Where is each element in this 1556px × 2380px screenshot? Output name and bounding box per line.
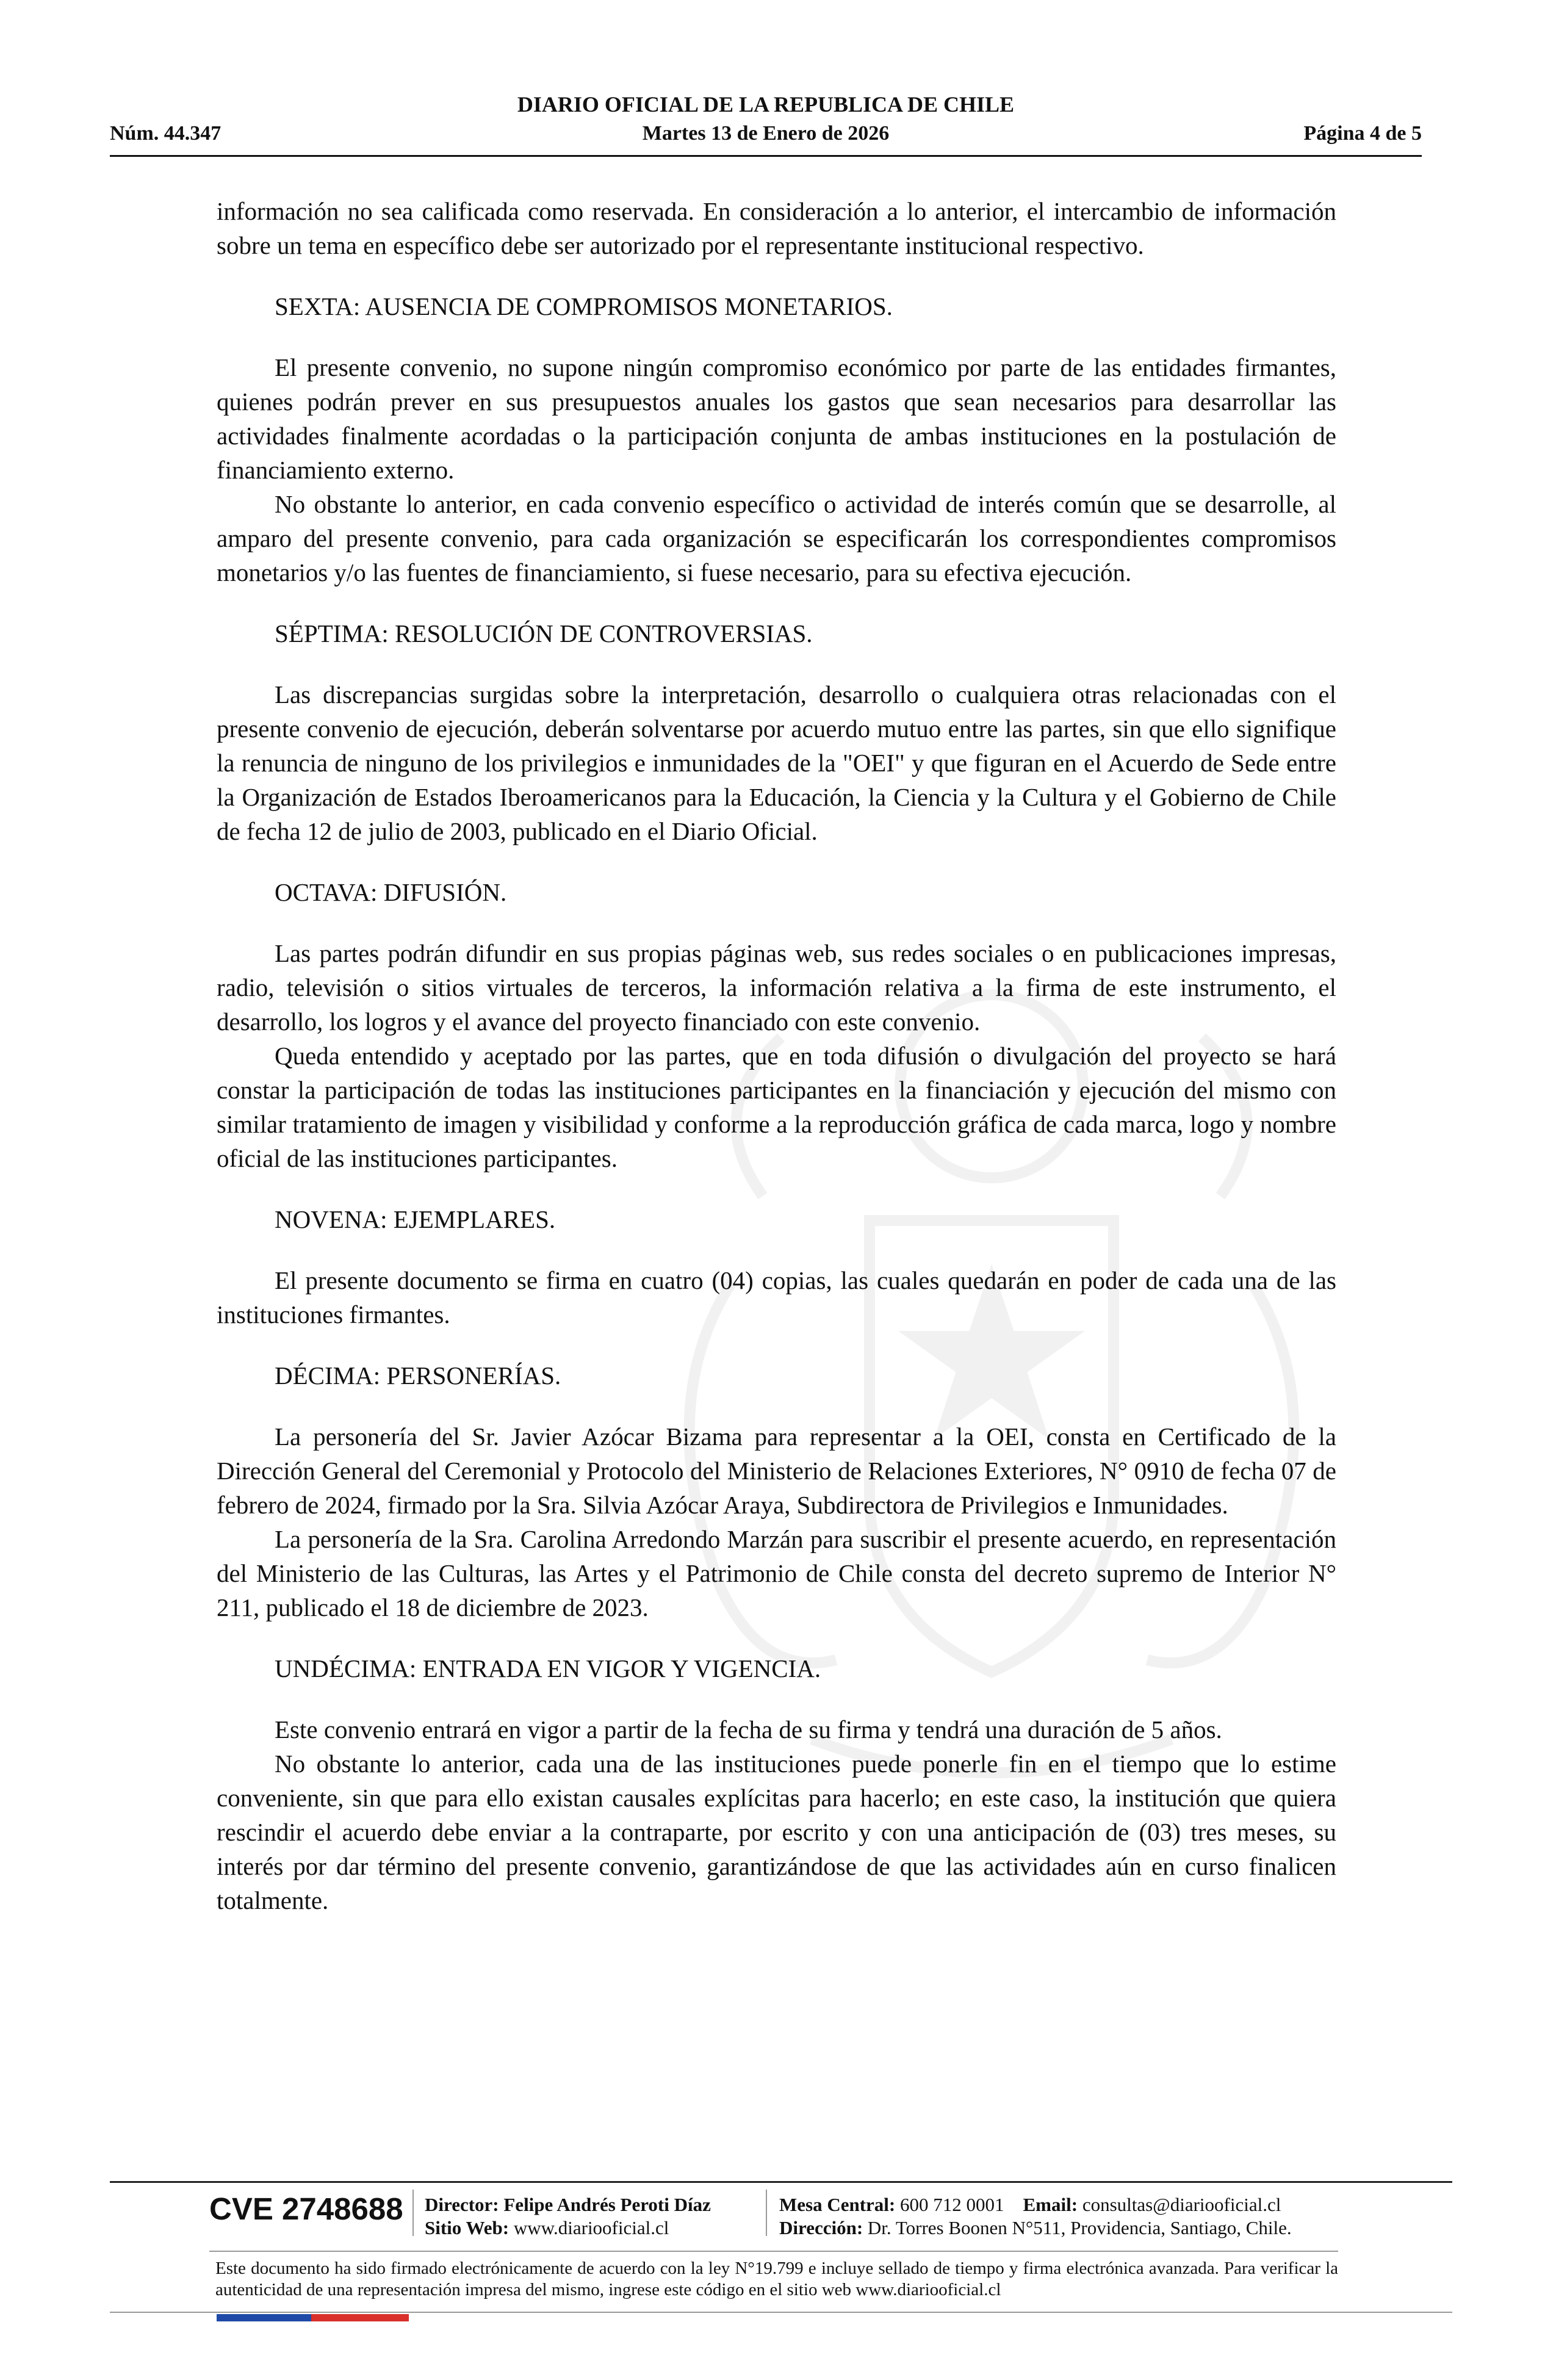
address-value: Dr. Torres Boonen N°511, Providencia, Santiago, Chile. [867,2217,1292,2238]
footer-separator [412,2190,414,2236]
header-divider [110,155,1422,157]
clause-heading-octava: OCTAVA: DIFUSIÓN. [275,878,507,906]
website-label: Sitio Web: [425,2217,510,2238]
newspaper-title: DIARIO OFICIAL DE LA REPUBLICA DE CHILE [517,92,1015,117]
clause-heading-decima: DÉCIMA: PERSONERÍAS. [275,1361,561,1390]
footer-director-block [425,2193,711,2240]
flag-stripe-blue [217,2314,311,2321]
mesa-central-label: Mesa Central: [779,2194,896,2215]
cve-code: CVE 2748688 [209,2191,403,2226]
paragraph: El presente documento se firma en cuatro (04) copias, las cuales quedarán en poder de cada una de las instituciones firmantes. [217,1266,1336,1329]
paragraph: La personería del Sr. Javier Azócar Bizama para representar a la OEI, consta en Certificado de la Dirección General del Ceremonial y Protocolo del Ministerio de Relaciones Exteriores, N° 0910 de fecha 07 de febrero de 2024, firmado por la Sra. Silvia Azócar Araya, Subdirectora de Privilegios e Inmunidades. [217,1423,1336,1519]
document-body [217,194,1336,1917]
clause-heading-novena: NOVENA: EJEMPLARES. [275,1205,556,1233]
footer-divider-middle [209,2251,1338,2252]
paragraph: El presente convenio, no supone ningún compromiso económico por parte de las entidades firmantes, quienes podrán prever en sus presupuestos anuales los gastos que sean necesarios para desarrollar las actividades finalmente acordadas o la participación conjunta de ambas instituciones en la postulación de financiamiento externo. [217,353,1336,484]
director-label: Director: [425,2194,499,2215]
paragraph: Este convenio entrará en vigor a partir de la fecha de su firma y tendrá una duración de 5 años. [275,1715,1222,1744]
paragraph: Las discrepancias surgidas sobre la interpretación, desarrollo o cualquiera otras relacionadas con el presente convenio de ejecución, deberán solventarse por acuerdo mutuo entre las partes, sin que ello signifique la renuncia de ninguno de los privilegios e inmunidades de la "OEI" y que figuran en el Acuerdo de Sede entre la Organización de Estados Iberoamericanos para la Educación, la Ciencia y la Cultura y el Gobierno de Chile de fecha 12 de julio de 2003, publicado en el Diario Oficial. [217,680,1336,845]
paragraph: No obstante lo anterior, en cada convenio específico o actividad de interés común que se desarrolle, al amparo del presente convenio, para cada organización se especificarán los correspondientes compromisos monetarios y/o las fuentes de financiamiento, si fuese necesario, para su efectiva ejecución. [217,490,1336,586]
footer-contact-block [779,2193,1292,2240]
paragraph: Las partes podrán difundir en sus propias páginas web, sus redes sociales o en publicaciones impresas, radio, televisión o sitios virtuales de terceros, la información relativa a la firma de este instrumento, el desarrollo, los logros y el avance del proyecto financiado con este convenio. [217,939,1336,1036]
issue-number: Núm. 44.347 [110,122,222,145]
legal-notice: Este documento ha sido firmado electrónicamente de acuerdo con la ley N°19.799 e incluye sellado de tiempo y firma electrónica avanzada. Para verificar la autenticidad de una representación impresa del mismo, ingrese este código en el sitio web www.diariooficial.cl [215,2259,1338,2299]
paragraph: información no sea calificada como reservada. En consideración a lo anterior, el intercambio de información sobre un tema en específico debe ser autorizado por el representante institucional respectivo. [217,197,1336,259]
clause-heading-sexta: SEXTA: AUSENCIA DE COMPROMISOS MONETARIOS. [275,292,893,320]
page-header [110,92,1422,159]
website-link[interactable]: www.diariooficial.cl [513,2217,669,2238]
page-number: Página 4 de 5 [1303,122,1422,145]
footer-separator [766,2190,767,2236]
issue-date: Martes 13 de Enero de 2026 [642,122,890,145]
paragraph: No obstante lo anterior, cada una de las instituciones puede ponerle fin en el tiempo que lo estime conveniente, sin que para ello existan causales explícitas para hacerlo; en este caso, la institución que quiera rescindir el acuerdo debe enviar a la contraparte, por escrito y con una anticipación de (03) tres meses, su interés por dar término del presente convenio, garantizándose de que las actividades aún en curso finalicen totalmente. [217,1750,1336,1914]
footer-divider-top [110,2181,1452,2183]
flag-stripe-red [311,2314,409,2321]
email-label: Email: [1023,2194,1078,2215]
email-link[interactable]: consultas@diariooficial.cl [1082,2194,1281,2215]
mesa-central-phone: 600 712 0001 [900,2194,1004,2215]
clause-heading-septima: SÉPTIMA: RESOLUCIÓN DE CONTROVERSIAS. [275,619,813,647]
address-label: Dirección: [779,2217,863,2238]
clause-heading-undecima: UNDÉCIMA: ENTRADA EN VIGOR Y VIGENCIA. [275,1654,821,1682]
paragraph: Queda entendido y aceptado por las partes, que en toda difusión o divulgación del proyecto se hará constar la participación de todas las instituciones participantes en la financiación y ejecución del mismo con similar tratamiento de imagen y visibilidad y conforme a la reproducción gráfica de cada marca, logo y nombre oficial de las instituciones participantes. [217,1042,1336,1172]
paragraph: La personería de la Sra. Carolina Arredondo Marzán para suscribir el presente acuerdo, en representación del Ministerio de las Culturas, las Artes y el Patrimonio de Chile consta del decreto supremo de Interior N° 211, publicado el 18 de diciembre de 2023. [217,1525,1336,1621]
director-name: Felipe Andrés Peroti Díaz [503,2194,711,2215]
footer-divider-bottom [110,2312,1452,2313]
